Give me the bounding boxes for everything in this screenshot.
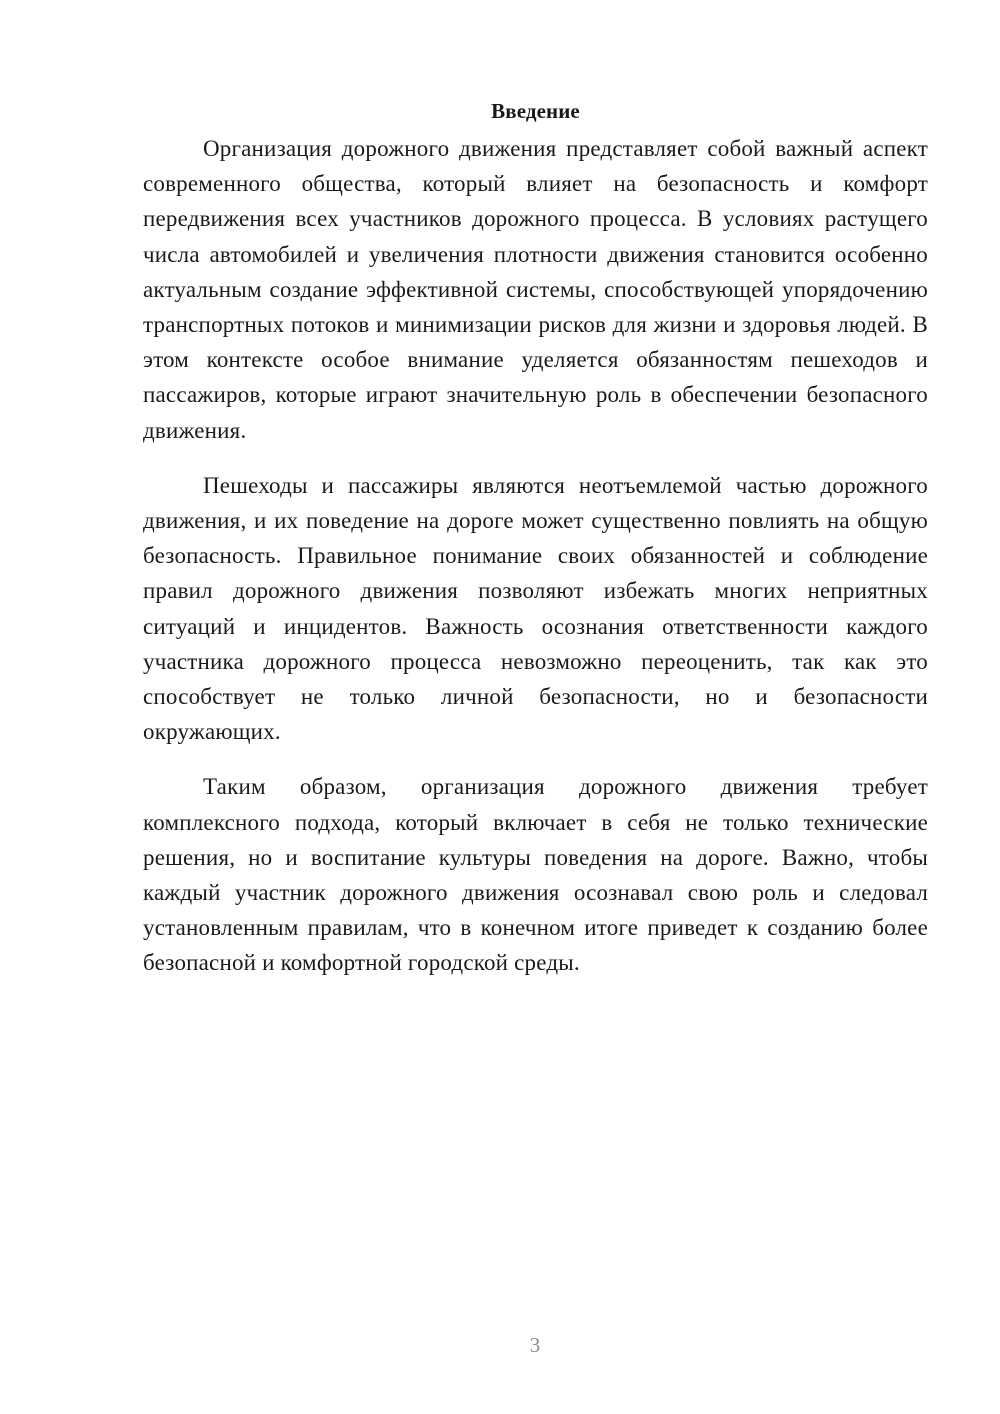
paragraph-1: Организация дорожного движения представляет собой важный аспект современного общества, который влияет на безопасность и комфорт передвижения всех участников дорожного процесса. В условиях растущего числа автомобилей и увеличения плотности движения становится особенно актуальным создание эффективной системы, способствующей упорядочению транспортных потоков и минимизации рисков для жизни и здоровья людей. В этом контексте особое внимание уделяется обязанностям пешеходов и пассажиров, которые играют значительную роль в обеспечении безопасного движения. <box>143 136 928 443</box>
paragraph-2: Пешеходы и пассажиры являются неотъемлемой частью дорожного движения, и их поведение на дороге может существенно повлиять на общую безопасность. Правильное понимание своих обязанностей и соблюдение правил дорожного движения позволяют избежать многих неприятных ситуаций и инцидентов. Важность осознания ответственности каждого участника дорожного процесса невозможно переоценить, так как это способствует не только личной безопасности, но и безопасности окружающих. <box>143 472 928 745</box>
paragraph-3: Таким образом, организация дорожного движения требует комплексного подхода, который включает в себя не только технические решения, но и воспитание культуры поведения на дороге. Важно, чтобы каждый участник дорожного движения осознавал свою роль и следовал установленным правилам, что в конечном итоге приведет к созданию более безопасной и комфортной городской среды. <box>143 774 928 976</box>
page-number: 3 <box>529 1333 541 1357</box>
document-body <box>143 96 928 1001</box>
section-title: Введение <box>491 99 580 123</box>
